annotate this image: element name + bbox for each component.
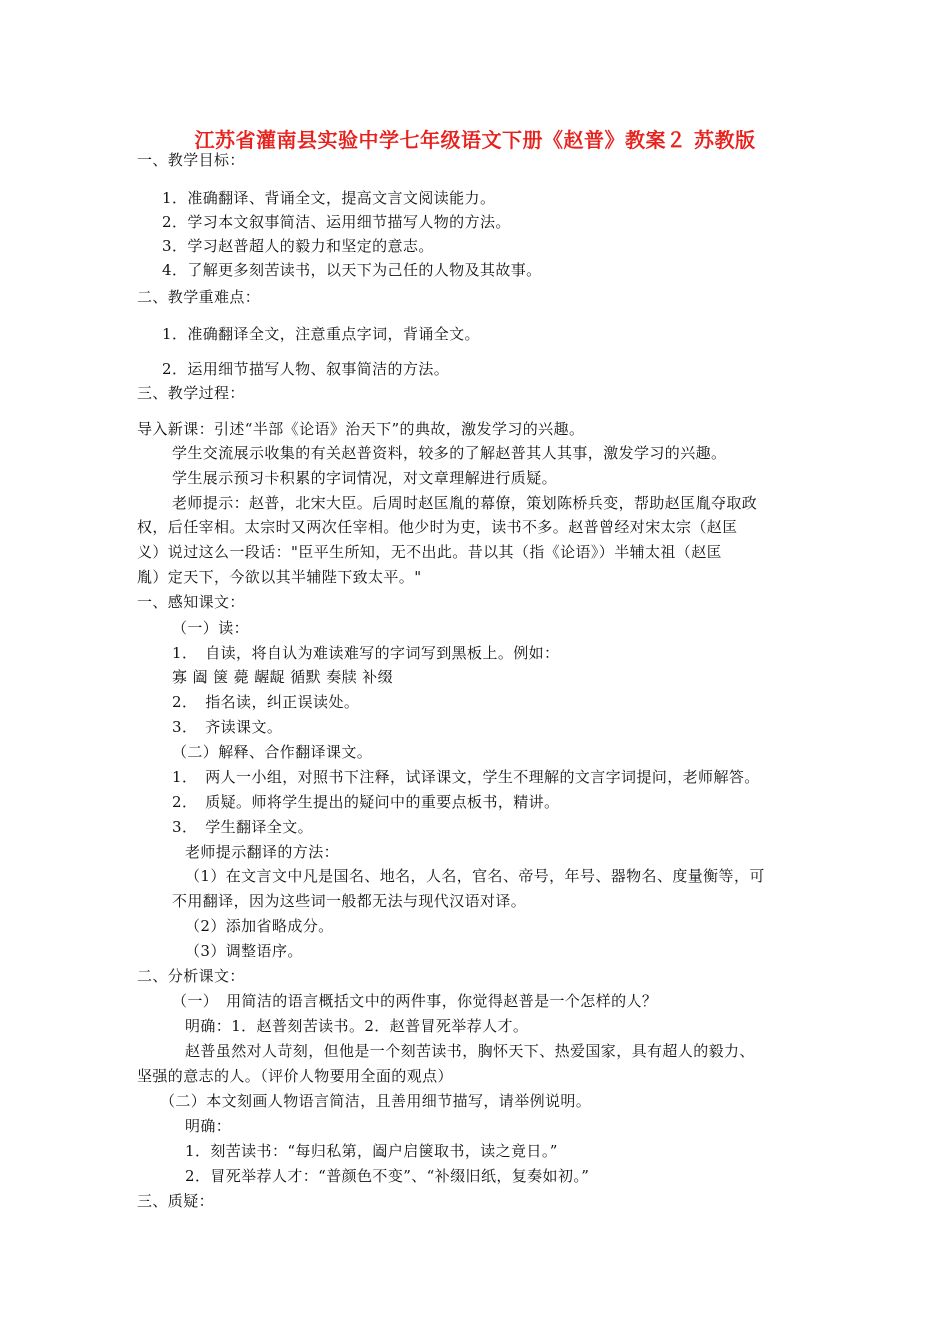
answer-2-item-2: 2．冒死举荐人才：“普颜色不变”、“补缀旧纸，复奏如初。” bbox=[185, 1167, 590, 1185]
paragraph-line: 义）说过这么一段话："臣平生所知，无不出此。昔以其（指《论语》）半辅太祖（赵匡 bbox=[137, 543, 723, 561]
answer-2-item-1: 1．刻苦读书：“每归私第，阖户启箧取书，读之竟日。” bbox=[185, 1142, 558, 1160]
answer-1: 明确：1．赵普刻苦读书。2．赵普冒死举荐人才。 bbox=[185, 1017, 529, 1035]
paragraph-line: 胤）定天下，今欲以其半辅陛下致太平。" bbox=[137, 568, 422, 586]
answer-1-detail: 赵普虽然对人苛刻，但他是一个刻苦读书，胸怀天下、热爱国家，具有超人的毅力、 bbox=[185, 1042, 755, 1060]
question-1: （一） 用简洁的语言概括文中的两件事，你觉得赵普是一个怎样的人？ bbox=[172, 992, 658, 1010]
translation-method-heading: 老师提示翻译的方法： bbox=[185, 843, 340, 861]
paragraph-line: 权，后任宰相。太宗时又两次任宰相。他少时为吏，读书不多。赵普曾经对宋太宗（赵匡 bbox=[137, 518, 738, 536]
method-item-3: （3）调整语序。 bbox=[185, 942, 303, 960]
goal-item-1: 1．准确翻译、背诵全文，提高文言文阅读能力。 bbox=[162, 189, 496, 207]
heading-perceive-text: 一、感知课文： bbox=[137, 593, 245, 611]
translate-item-3: 3． 学生翻译全文。 bbox=[172, 818, 314, 836]
paragraph-line: 学生展示预习卡积累的字词情况，对文章理解进行质疑。 bbox=[172, 469, 558, 487]
read-item-2: 2． 指名读，纠正误读处。 bbox=[172, 693, 360, 711]
vocabulary-list: 寡 阖 箧 薨 龌龊 循默 奏牍 补缀 bbox=[172, 668, 393, 686]
read-item-3: 3． 齐读课文。 bbox=[172, 718, 283, 736]
method-item-1-cont: 不用翻译，因为这些词一般都无法与现代汉语对译。 bbox=[172, 892, 527, 910]
read-item-1: 1． 自读，将自认为难读难写的字词写到黑板上。例如： bbox=[172, 644, 560, 662]
subheading-read: （一）读： bbox=[172, 619, 250, 637]
translate-item-1: 1． 两人一小组，对照书下注释，试译课文，学生不理解的文言字词提问，老师解答。 bbox=[172, 768, 760, 786]
key-point-1: 1．准确翻译全文，注意重点字词，背诵全文。 bbox=[162, 325, 480, 343]
key-point-2: 2．运用细节描写人物、叙事简洁的方法。 bbox=[162, 360, 450, 378]
heading-teaching-goals: 一、教学目标： bbox=[137, 151, 245, 169]
question-2: （二）本文刻画人物语言简洁，且善用细节描写，请举例说明。 bbox=[160, 1092, 592, 1110]
subheading-translate: （二）解释、合作翻译课文。 bbox=[172, 743, 373, 761]
heading-questions: 三、质疑： bbox=[137, 1192, 215, 1210]
method-item-1: （1）在文言文中凡是国名、地名，人名，官名、帝号，年号、器物名、度量衡等，可 bbox=[185, 867, 765, 885]
heading-analyze-text: 二、分析课文： bbox=[137, 967, 245, 985]
intro-paragraph: 导入新课：引述“半部《论语》治天下”的典故，激发学习的兴趣。 bbox=[137, 420, 585, 438]
goal-item-2: 2．学习本文叙事简洁、运用细节描写人物的方法。 bbox=[162, 213, 511, 231]
heading-key-points: 二、教学重难点： bbox=[137, 288, 261, 306]
paragraph-line: 老师提示：赵普，北宋大臣。后周时赵匡胤的幕僚，策划陈桥兵变，帮助赵匡胤夺取政 bbox=[172, 494, 758, 512]
method-item-2: （2）添加省略成分。 bbox=[185, 917, 334, 935]
heading-teaching-process: 三、教学过程： bbox=[137, 384, 245, 402]
document-title: 江苏省灌南县实验中学七年级语文下册《赵普》教案２ 苏教版 bbox=[194, 128, 756, 152]
answer-1-detail-cont: 坚强的意志的人。（评价人物要用全面的观点） bbox=[137, 1067, 453, 1085]
goal-item-3: 3．学习赵普超人的毅力和坚定的意志。 bbox=[162, 237, 434, 255]
paragraph-line: 学生交流展示收集的有关赵普资料，较多的了解赵普其人其事，激发学习的兴趣。 bbox=[172, 444, 727, 462]
goal-item-4: 4．了解更多刻苦读书，以天下为己任的人物及其故事。 bbox=[162, 261, 542, 279]
answer-2-heading: 明确： bbox=[185, 1117, 232, 1135]
translate-item-2: 2． 质疑。师将学生提出的疑问中的重要点板书，精讲。 bbox=[172, 793, 560, 811]
